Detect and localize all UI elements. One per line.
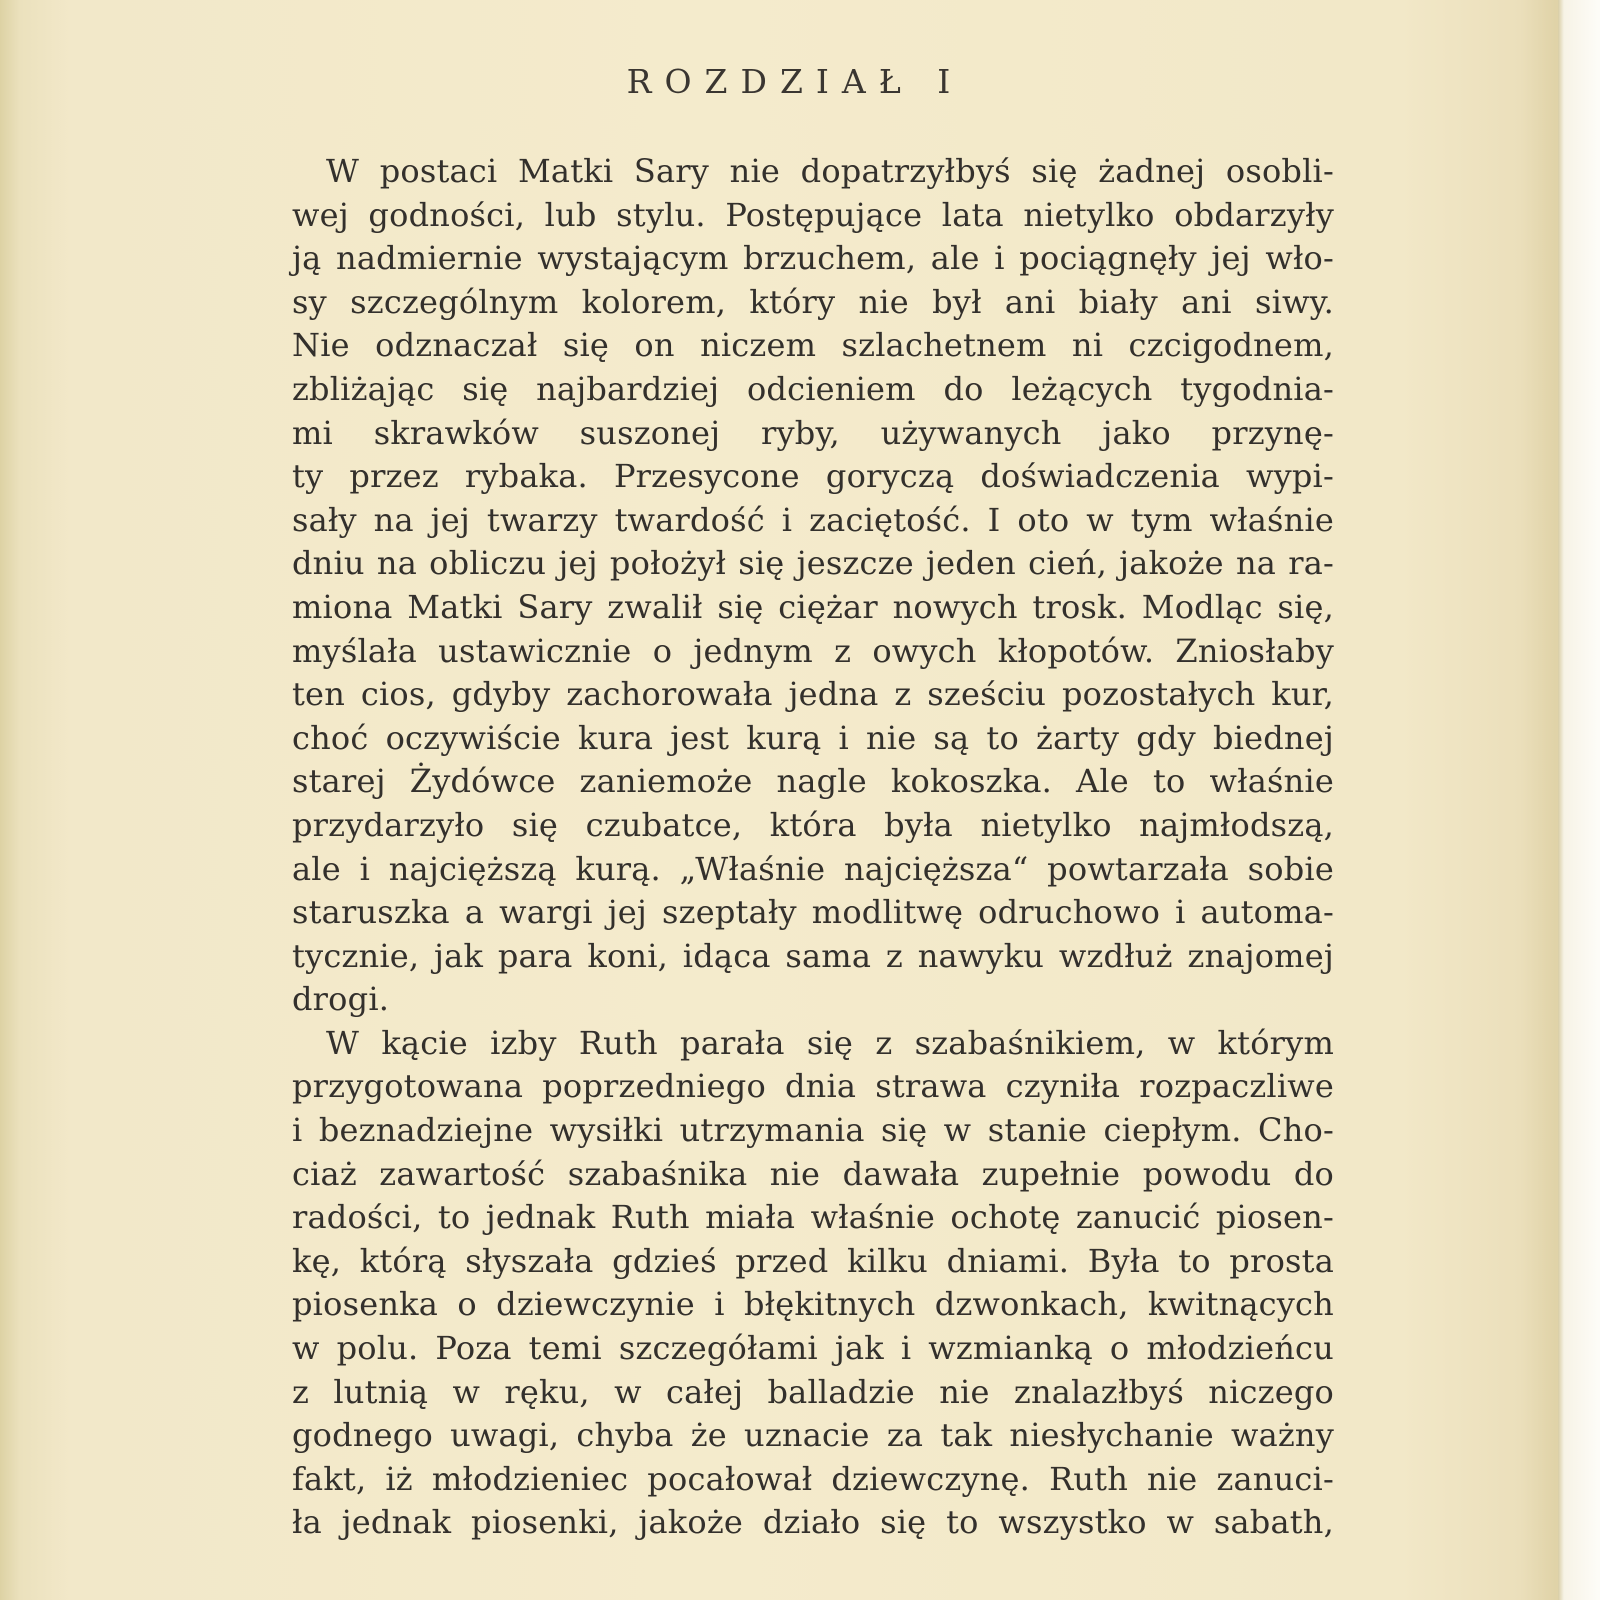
body-text: [292, 150, 1334, 1545]
text-line: radości, to jednak Ruth miała właśnie ochotę zanucić piosen-: [292, 1198, 1334, 1237]
text-line: staruszka a wargi jej szeptały modlitwę odruchowo i automa-: [292, 893, 1334, 932]
text-line: ty przez rybaka. Przesycone goryczą doświadczenia wypi-: [292, 457, 1334, 496]
text-line: mi skrawków suszonej ryby, używanych jako przynę-: [292, 413, 1334, 452]
text-line: W postaci Matki Sary nie dopatrzyłbyś się żadnej osobli-: [326, 152, 1334, 190]
text-line: ale i najcięższą kurą. „Właśnie najcięższa“ powtarzała sobie: [292, 849, 1334, 888]
text-line: sy szczególnym kolorem, który nie był ani biały ani siwy.: [292, 282, 1334, 321]
text-line: piosenka o dziewczynie i błękitnych dzwonkach, kwitnących: [292, 1285, 1334, 1324]
text-line: przydarzyło się czubatce, która była nietylko najmłodszą,: [292, 805, 1334, 844]
text-line: myślała ustawicznie o jednym z owych kłopotów. Zniosłaby: [292, 631, 1334, 670]
text-line: godnego uwagi, chyba że uznacie za tak niesłychanie ważny: [292, 1416, 1334, 1455]
text-line: ją nadmiernie wystającym brzuchem, ale i pociągnęły jej wło-: [292, 239, 1334, 278]
text-line: tycznie, jak para koni, idąca sama z nawyku wzdłuż znajomej: [292, 936, 1334, 975]
text-line: drogi.: [292, 980, 390, 1019]
text-line: z lutnią w ręku, w całej balladzie nie znalazłbyś niczego: [292, 1372, 1334, 1411]
page-edge: [1558, 0, 1600, 1600]
text-line: ten cios, gdyby zachorowała jedna z sześciu pozostałych kur,: [292, 675, 1334, 714]
chapter-title: ROZDZIAŁ I: [626, 62, 964, 101]
paragraph-1: [292, 150, 1334, 1022]
text-line: ciaż zawartość szabaśnika nie dawała zupełnie powodu do: [292, 1154, 1334, 1193]
text-line: Nie odznaczał się on niczem szlachetnem ni czcigodnem,: [292, 326, 1334, 365]
text-line: W kącie izby Ruth parała się z szabaśnikiem, w którym: [326, 1023, 1334, 1062]
paragraph-2: [292, 1022, 1334, 1545]
text-line: fakt, iż młodzieniec pocałował dziewczynę. Ruth nie zanuci-: [292, 1459, 1334, 1498]
text-line: przygotowana poprzedniego dnia strawa czyniła rozpaczliwe: [292, 1067, 1334, 1106]
text-line: wej godności, lub stylu. Postępujące lata nietylko obdarzyły: [292, 195, 1334, 234]
text-line: sały na jej twarzy twardość i zaciętość. I oto w tym właśnie: [292, 500, 1334, 539]
text-line: starej Żydówce zaniemoże nagle kokoszka. Ale to właśnie: [292, 762, 1334, 801]
text-line: kę, którą słyszała gdzieś przed kilku dniami. Była to prosta: [292, 1241, 1334, 1280]
text-line: w polu. Poza temi szczegółami jak i wzmianką o młodzieńcu: [292, 1329, 1334, 1368]
text-line: choć oczywiście kura jest kurą i nie są to żarty gdy biednej: [292, 718, 1334, 757]
text-line: ła jednak piosenki, jakoże działo się to wszystko w sabath,: [292, 1503, 1334, 1542]
text-line: dniu na obliczu jej położył się jeszcze jeden cień, jakoże na ra-: [292, 544, 1334, 583]
text-line: i beznadziejne wysiłki utrzymania się w stanie ciepłym. Cho-: [292, 1111, 1334, 1150]
text-line: miona Matki Sary zwalił się ciężar nowych trosk. Modląc się,: [292, 587, 1334, 626]
text-line: zbliżając się najbardziej odcieniem do leżących tygodnia-: [292, 369, 1334, 408]
